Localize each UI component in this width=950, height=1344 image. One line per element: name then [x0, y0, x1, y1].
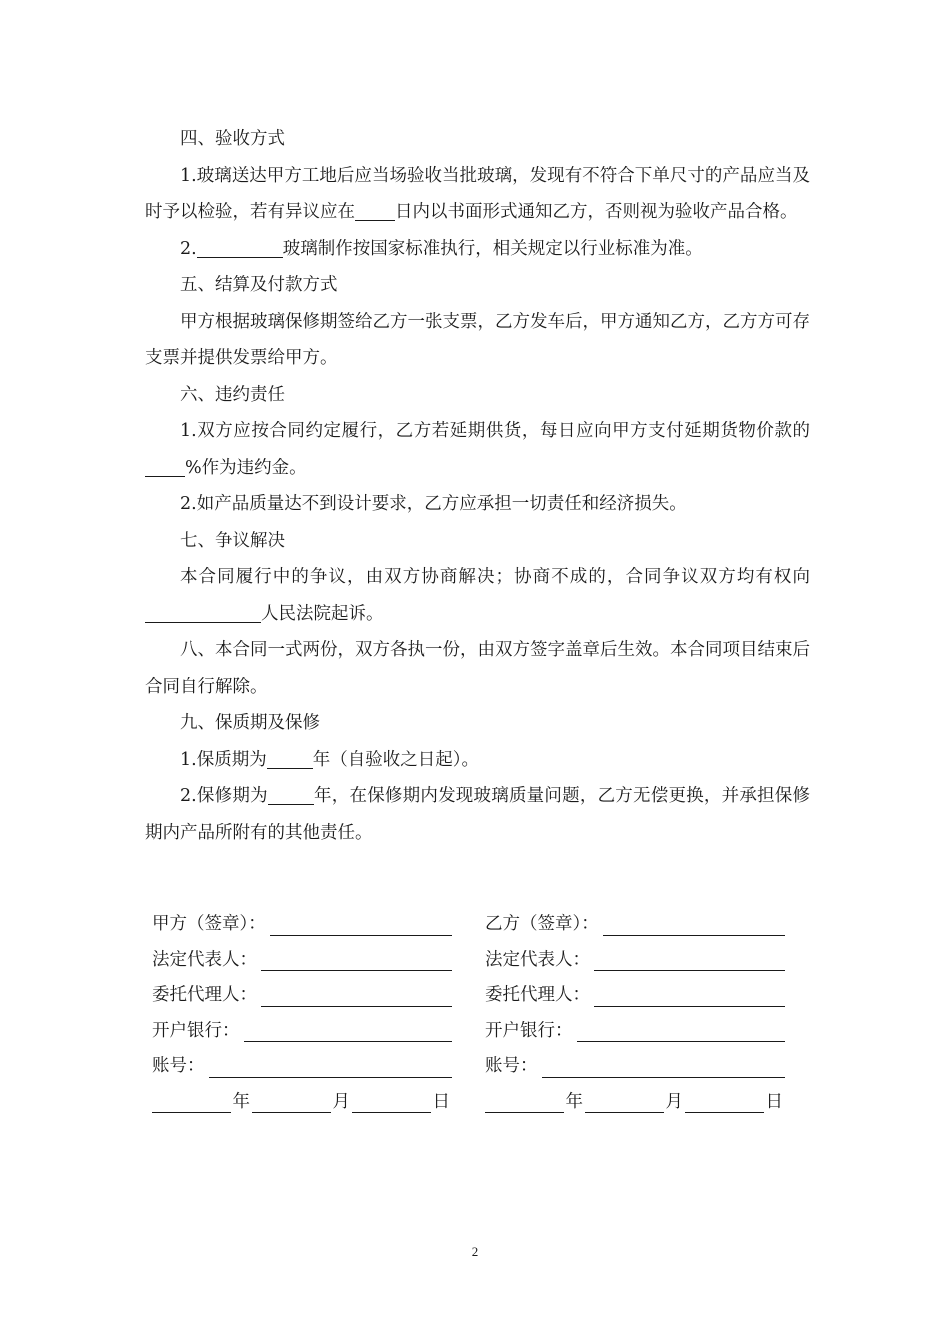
para-liability-2: 2.如产品质量达不到设计要求，乙方应承担一切责任和经济损失。 [180, 494, 687, 514]
party-a-agent-row: 委托代理人： [152, 978, 452, 1014]
para-acceptance-2: 2. 玻璃制作按国家标准执行，相关规定以行业标准为准。 [145, 231, 810, 268]
heading-acceptance: 四、验收方式 [180, 129, 285, 149]
party-a-day-field[interactable] [352, 1090, 431, 1113]
para-liability-1: 1.双方应按合同约定履行，乙方若延期供货，每日应向甲方支付延期货物价款的%作为违约金。 [145, 413, 810, 486]
party-b-account-row: 账号： [485, 1049, 785, 1085]
party-b-legal-rep-field[interactable] [594, 948, 785, 971]
party-a-month-field[interactable] [252, 1090, 331, 1113]
party-a-legal-rep-field[interactable] [261, 948, 452, 971]
party-b-agent-field[interactable] [594, 984, 785, 1007]
party-b-bank-field[interactable] [577, 1019, 786, 1042]
para-payment: 甲方根据玻璃保修期签给乙方一张支票，乙方发车后，甲方通知乙方，乙方方可存支票并提供发票给甲方。 [145, 311, 810, 368]
heading-payment: 五、结算及付款方式 [180, 275, 338, 295]
page-number: 2 [471, 1244, 479, 1259]
blank-percent [145, 454, 185, 477]
para-warranty-2: 2.保修期为 年，在保修期内发现玻璃质量问题，乙方无偿更换，并承担保修期内产品所附有的其他责任。 [145, 778, 810, 851]
blank-days [355, 198, 395, 221]
party-b-date-row: 年 月 日 [485, 1085, 785, 1121]
party-a-signature-block [152, 907, 452, 1120]
party-a-bank-field[interactable] [244, 1019, 453, 1042]
blank-warranty-years [267, 746, 313, 769]
party-b-day-field[interactable] [685, 1090, 764, 1113]
party-a-legal-rep-row: 法定代表人： [152, 943, 452, 979]
blank-standard [197, 235, 283, 258]
party-b-bank-row: 开户银行： [485, 1014, 785, 1050]
party-b-seal-field[interactable] [603, 913, 785, 936]
party-b-month-field[interactable] [585, 1090, 664, 1113]
heading-liability: 六、违约责任 [180, 384, 285, 405]
para-copies: 八、本合同一式两份，双方各执一份，由双方签字盖章后生效。本合同项目结束后合同自行解除。 [145, 640, 810, 697]
heading-warranty: 九、保质期及保修 [180, 713, 320, 733]
party-b-legal-rep-row: 法定代表人： [485, 943, 785, 979]
blank-repair-years [268, 782, 314, 805]
party-b-seal-row: 乙方（签章）： [485, 907, 785, 943]
party-a-year-field[interactable] [152, 1090, 231, 1113]
para-dispute: 本合同履行中的争议，由双方协商解决；协商不成的，合同争议双方均有权向人民法院起诉。 [145, 559, 810, 632]
party-b-year-field[interactable] [485, 1090, 564, 1113]
party-a-bank-row: 开户银行： [152, 1014, 452, 1050]
para-warranty-1: 1.保质期为 年（自验收之日起）。 [145, 742, 810, 779]
party-a-agent-field[interactable] [261, 984, 452, 1007]
party-a-seal-field[interactable] [270, 913, 452, 936]
party-a-account-row: 账号： [152, 1049, 452, 1085]
party-a-date-row: 年 月 日 [152, 1085, 452, 1121]
contract-body [145, 121, 810, 851]
party-a-seal-row: 甲方（签章）： [152, 907, 452, 943]
para-acceptance-1: 1.玻璃送达甲方工地后应当场验收当批玻璃，发现有不符合下单尺寸的产品应当及时予以检验，若有异议应在 日内以书面形式通知乙方，否则视为验收产品合格。 [145, 165, 810, 222]
party-b-agent-row: 委托代理人： [485, 978, 785, 1014]
blank-court [145, 600, 261, 623]
heading-dispute: 七、争议解决 [180, 530, 285, 551]
party-b-account-field[interactable] [542, 1055, 786, 1078]
party-a-account-field[interactable] [209, 1055, 453, 1078]
party-b-signature-block [485, 907, 785, 1120]
